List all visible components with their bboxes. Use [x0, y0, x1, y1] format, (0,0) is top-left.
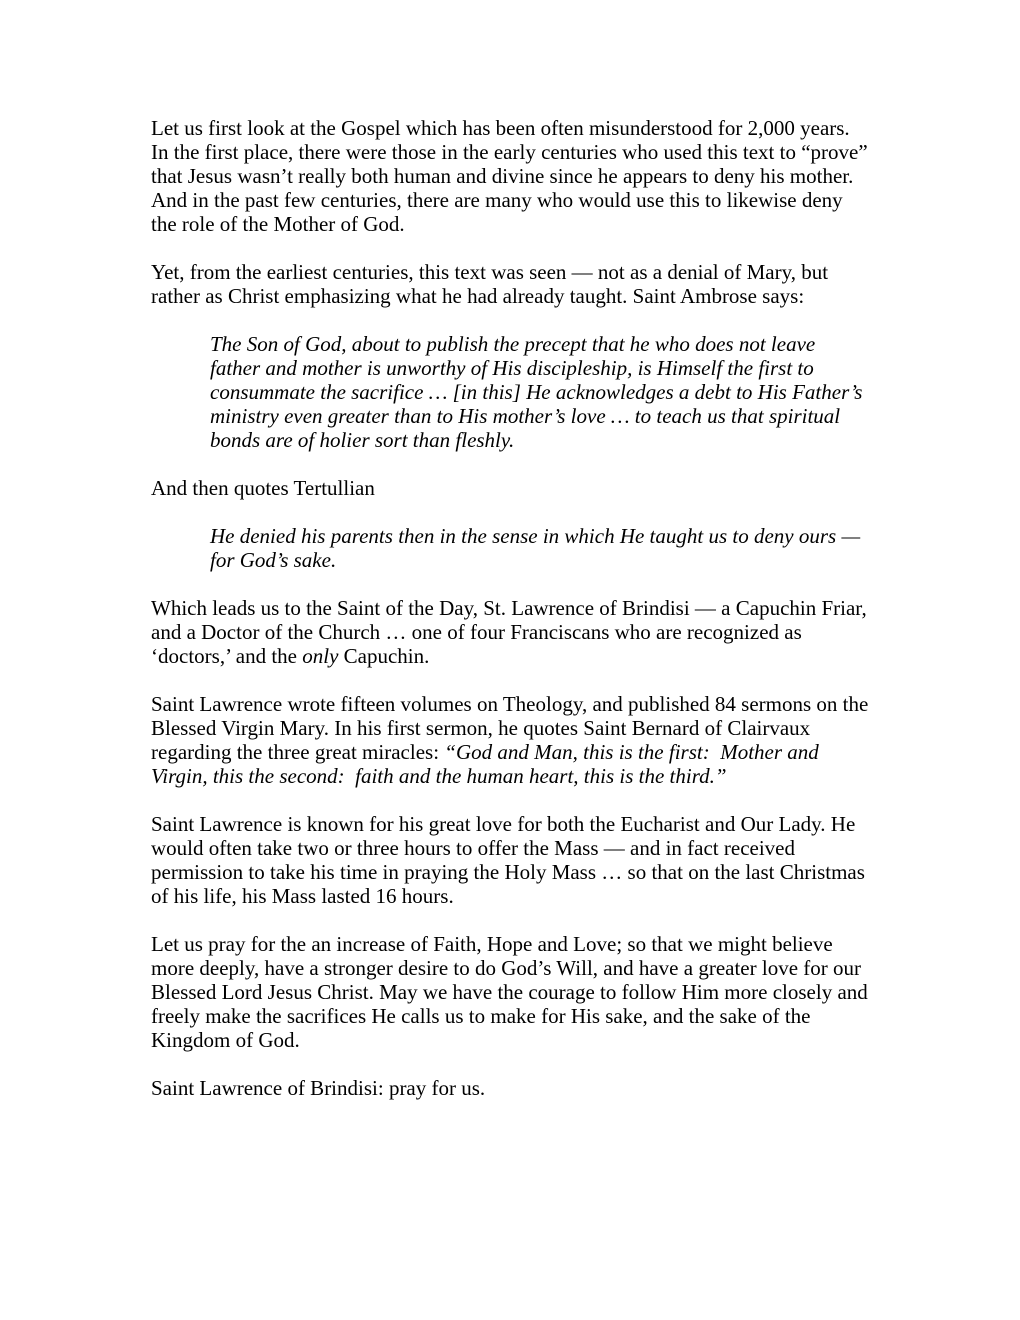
text-run: Saint Lawrence wrote fifteen volumes on Theology, and published 84 sermons on the Blessed Virgin Mary. In his first sermon, he quotes Saint Bernard of Clairvaux regarding the three great miracles:	[151, 692, 869, 764]
paragraph	[151, 1076, 870, 1100]
text-run: The Son of God, about to publish the precept that he who does not leave father and mother is unworthy of His discipleship, is Himself the first to consummate the sacrifice … [in this] He acknowledges a debt to His Father’s ministry even greater than to His mother’s love … to teach us that spiritual bonds are of holier sort than fleshly.	[210, 332, 863, 452]
text-run: Let us pray for the an increase of Faith, Hope and Love; so that we might believe more deeply, have a stronger desire to do God’s Will, and have a greater love for our Blessed Lord Jesus Christ. May we have the courage to follow Him more closely and freely make the sacrifices He calls us to make for His sake, and the sake of the Kingdom of God.	[151, 932, 868, 1052]
text-run: Saint Lawrence is known for his great love for both the Eucharist and Our Lady. He would often take two or three hours to offer the Mass — and in fact received permission to take his time in praying the Holy Mass … so that on the last Christmas of his life, his Mass lasted 16 hours.	[151, 812, 865, 908]
block-quote	[210, 524, 870, 572]
text-run: “God and Man, this is the first: Mother and Virgin, this the second: faith and the human heart, this is the third.”	[151, 740, 819, 788]
paragraph	[151, 596, 870, 668]
text-run: Yet, from the earliest centuries, this text was seen — not as a denial of Mary, but rather as Christ emphasizing what he had already taught. Saint Ambrose says:	[151, 260, 829, 308]
text-run: Saint Lawrence of Brindisi: pray for us.	[151, 1076, 486, 1100]
text-run: And then quotes Tertullian	[151, 476, 375, 500]
text-run: Which leads us to the Saint of the Day, St. Lawrence of Brindisi — a Capuchin Friar, and a Doctor of the Church … one of four Franciscans who are recognized as ‘doctors,’ and the	[151, 596, 867, 668]
paragraph	[151, 692, 870, 788]
document-content	[151, 116, 870, 1124]
text-run: He denied his parents then in the sense in which He taught us to deny ours — for God’s sake.	[210, 524, 861, 572]
paragraph	[151, 260, 870, 308]
paragraph	[151, 932, 870, 1052]
paragraph	[151, 812, 870, 908]
paragraph	[151, 116, 870, 236]
text-run: Capuchin.	[338, 644, 430, 668]
paragraph	[151, 476, 870, 500]
text-run: Let us first look at the Gospel which has been often misunderstood for 2,000 years. In the first place, there were those in the early centuries who used this text to “prove” that Jesus wasn’t really both human and divine since he appears to deny his mother. And in the past few centuries, there are many who would use this to likewise deny the role of the Mother of God.	[151, 116, 868, 236]
text-run: only	[302, 644, 339, 668]
block-quote	[210, 332, 870, 452]
